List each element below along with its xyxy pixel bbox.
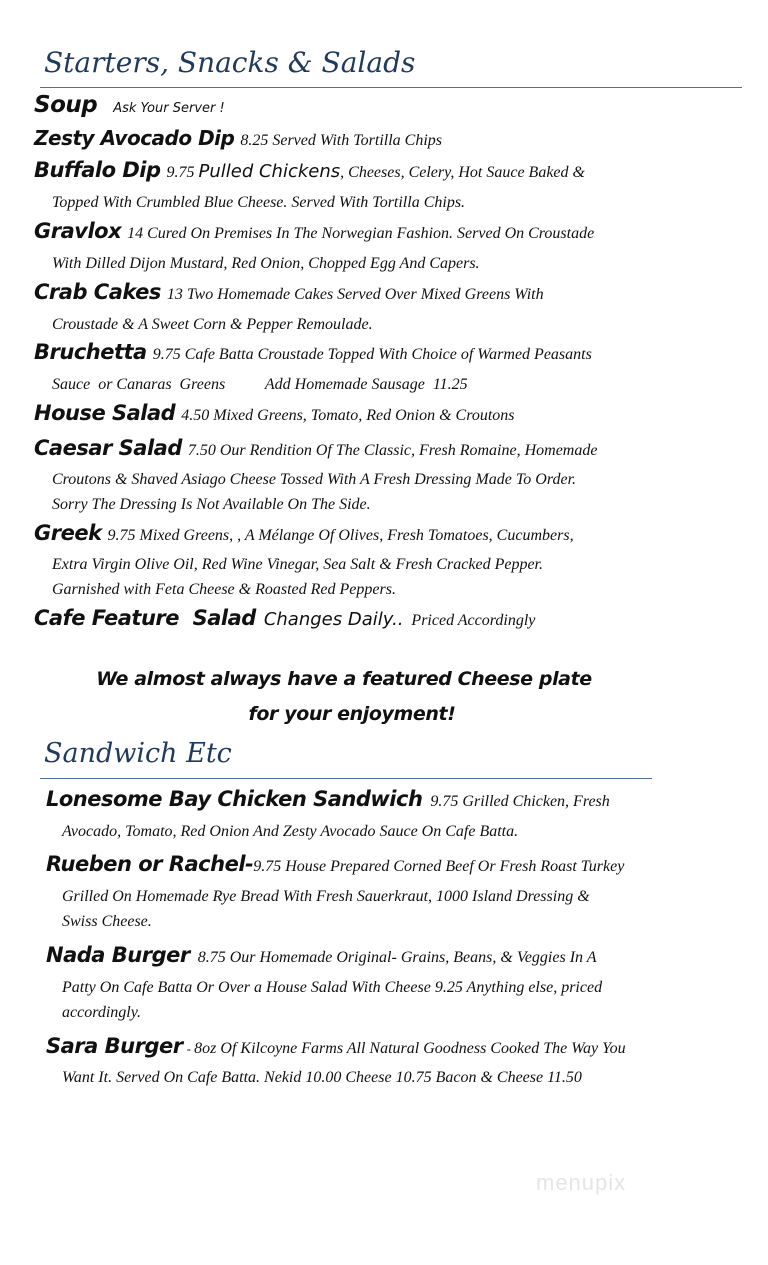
item-desc-cont: Patty On Cafe Batta Or Over a House Salad With Cheese 9.25 Anything else, priced [62,979,603,996]
menu-item-bruchetta [34,340,592,364]
item-desc-cont: Want It. Served On Cafe Batta. Nekid 10.00 Cheese 10.75 Bacon & Cheese 11.50 [62,1069,582,1086]
item-name: Lonesome Bay Chicken Sandwich [46,787,423,811]
item-note: Pulled Chickens [198,161,341,182]
item-desc-cont: Swiss Cheese. [62,913,152,930]
section-title-sandwich: Sandwich Etc [44,738,232,769]
item-desc: 9.75 House Prepared Corned Beef Or Fresh Roast Turkey [253,858,625,875]
watermark-logo: menupix [536,1170,627,1195]
promo-line-1: We almost always have a featured Cheese plate [96,668,592,690]
menu-item-crab-cakes [34,280,544,304]
item-desc: 8.25 Served With Tortilla Chips [240,132,442,149]
menu-item-lonesome-bay-chicken-sandwich [46,787,610,811]
menu-item-cafe-feature-salad [34,606,535,630]
promo-line-2: for your enjoyment! [248,703,456,725]
item-desc: 8.75 Our Homemade Original- Grains, Beans, & Veggies In A [197,949,597,966]
menu-item-house-salad [34,401,515,425]
section-rule-sandwich [40,778,652,779]
section-title-starters: Starters, Snacks & Salads [44,46,416,79]
item-desc-cont: Sauce or Canaras Greens Add Homemade Sausage 11.25 [52,376,468,393]
item-note: Changes Daily.. [263,609,404,630]
item-name: Soup [34,92,98,118]
item-desc-cont: Garnished with Feta Cheese & Roasted Red Peppers. [52,581,396,598]
section-rule-starters [40,87,742,88]
item-name: Crab Cakes [34,280,161,304]
item-desc: Priced Accordingly [403,612,536,629]
item-desc: 9.75 Cafe Batta Croustade Topped With Choice of Warmed Peasants [152,346,592,363]
item-desc-cont: Extra Virgin Olive Oil, Red Wine Vinegar, Sea Salt & Fresh Cracked Pepper. [52,556,544,573]
item-desc: 13 Two Homemade Cakes Served Over Mixed Greens With [166,286,544,303]
menu-item-gravlox [34,219,594,243]
item-note: Ask Your Server ! [113,101,225,116]
menu-item-soup [34,92,225,118]
menu-item-rueben-or-rachel [46,852,624,876]
item-desc: 9.75 Mixed Greens, , A Mélange Of Olives, Fresh Tomatoes, Cucumbers, [107,527,574,544]
item-desc-cont: Croutons & Shaved Asiago Cheese Tossed With A Fresh Dressing Made To Order. [52,471,577,488]
item-desc: 9.75 Grilled Chicken, Fresh [430,793,610,810]
item-name: Zesty Avocado Dip [34,126,235,150]
item-separator: - [186,1041,195,1056]
item-name: Rueben or Rachel- [46,852,254,876]
item-price: 9.75 [166,164,199,181]
menu-item-greek [34,521,574,545]
item-desc-cont: Grilled On Homemade Rye Bread With Fresh Sauerkraut, 1000 Island Dressing & [62,888,590,905]
menu-item-nada-burger [46,943,597,967]
item-desc-cont: Croustade & A Sweet Corn & Pepper Remoulade. [52,316,373,333]
item-name: Sara Burger [46,1034,183,1058]
item-name: Nada Burger [46,943,190,967]
item-desc: 4.50 Mixed Greens, Tomato, Red Onion & Croutons [181,407,515,424]
item-name: Greek [34,521,102,545]
item-desc-cont: accordingly. [62,1004,141,1021]
item-name: Buffalo Dip [34,158,161,182]
menu-item-sara-burger [46,1034,626,1058]
item-desc: 8oz Of Kilcoyne Farms All Natural Goodness Cooked The Way You [194,1040,626,1057]
item-name: Gravlox [34,219,122,243]
item-desc-cont: Sorry The Dressing Is Not Available On The Side. [52,496,371,513]
menu-item-zesty-avocado-dip [34,126,442,150]
item-desc-cont: Avocado, Tomato, Red Onion And Zesty Avocado Sauce On Cafe Batta. [62,823,519,840]
item-desc-cont: Topped With Crumbled Blue Cheese. Served With Tortilla Chips. [52,194,466,211]
item-desc-cont: With Dilled Dijon Mustard, Red Onion, Chopped Egg And Capers. [52,255,480,272]
item-name: Bruchetta [34,340,147,364]
item-name: Cafe Feature Salad [34,606,256,630]
item-desc: 14 Cured On Premises In The Norwegian Fashion. Served On Croustade [127,225,595,242]
item-name: Caesar Salad [34,436,182,460]
menu-item-caesar-salad [34,436,597,460]
item-name: House Salad [34,401,176,425]
item-desc: , Cheeses, Celery, Hot Sauce Baked & [340,164,585,181]
item-desc: 7.50 Our Rendition Of The Classic, Fresh Romaine, Homemade [187,442,598,459]
menu-item-buffalo-dip [34,158,585,182]
